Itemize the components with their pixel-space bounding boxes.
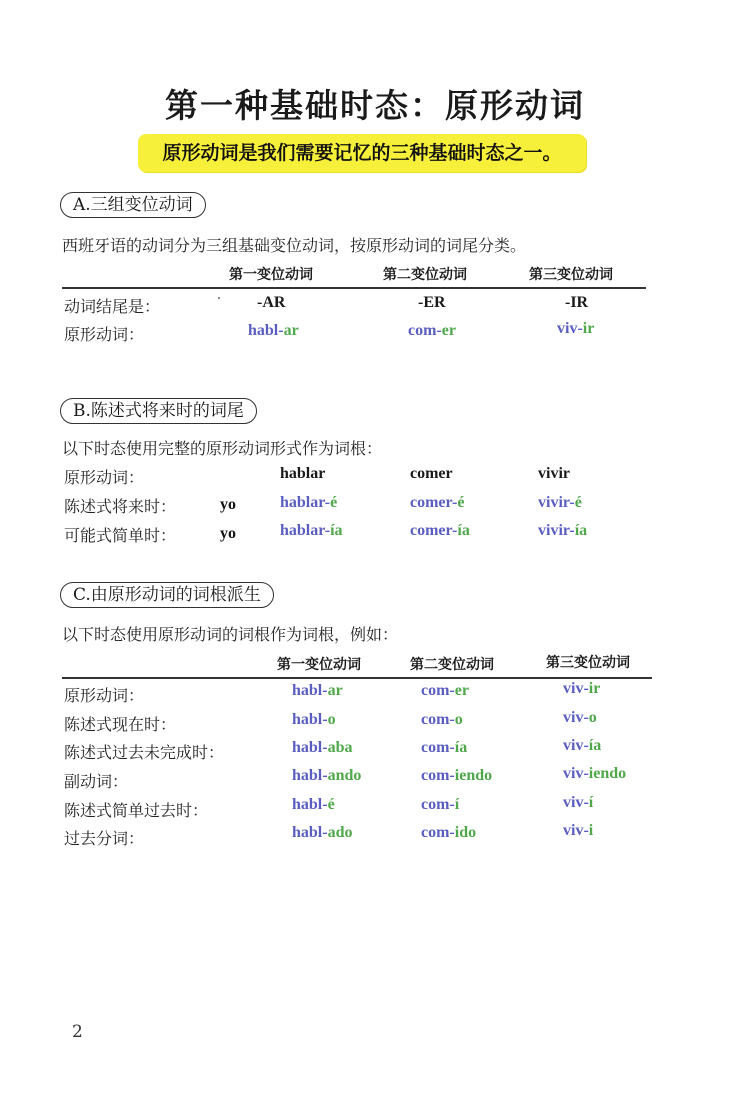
section-b-row2-cell1: hablar-é bbox=[280, 494, 338, 511]
section-c-row6-cell2: com-ido bbox=[421, 824, 477, 841]
section-c-row6-label: 过去分词： bbox=[64, 829, 145, 848]
section-a-intro: 西班牙语的动词分为三组基础变位动词，按原形动词的词尾分类。 bbox=[62, 236, 527, 255]
section-b-row2-cell2: comer-é bbox=[410, 494, 465, 511]
section-b-row1-cell2: comer bbox=[410, 465, 453, 482]
section-c-row2-label: 陈述式现在时： bbox=[64, 715, 177, 734]
page-number: 2 bbox=[72, 1022, 83, 1042]
section-c-row3-label: 陈述式过去未完成时： bbox=[64, 743, 225, 762]
section-a-header-3: 第三变位动词 bbox=[529, 267, 613, 283]
section-a-verb-1: habl-ar bbox=[248, 322, 299, 339]
section-c-row1-label: 原形动词： bbox=[64, 686, 145, 705]
section-c-row6-cell1: habl-ado bbox=[292, 824, 353, 841]
section-c-row1-cell1: habl-ar bbox=[292, 682, 343, 699]
section-c-intro: 以下时态使用原形动词的词根作为词根，例如： bbox=[62, 625, 399, 644]
section-a-row1-label: 动词结尾是： bbox=[64, 297, 161, 316]
section-c-row4-cell3: viv-iendo bbox=[563, 765, 627, 782]
section-c-row6-cell3: viv-i bbox=[563, 822, 594, 839]
section-a-header-2: 第二变位动词 bbox=[383, 267, 467, 283]
section-c-header-2: 第二变位动词 bbox=[410, 657, 494, 673]
section-c-row5-cell2: com-í bbox=[421, 796, 460, 813]
section-b-row1-cell1: hablar bbox=[280, 465, 326, 482]
section-b-row2-subject: yo bbox=[220, 496, 236, 513]
section-b-row2-label: 陈述式将来时： bbox=[64, 497, 177, 516]
section-c-row2-cell3: viv-o bbox=[563, 709, 597, 726]
section-b-row3-cell1: hablar-ía bbox=[280, 522, 343, 539]
section-a-ending-ir: -IR bbox=[565, 294, 589, 311]
section-a-header-1: 第一变位动词 bbox=[229, 267, 313, 283]
section-c-row4-label: 副动词： bbox=[64, 772, 129, 791]
section-a-verb-3: viv-ir bbox=[557, 320, 595, 337]
section-b-row3-cell2: comer-ía bbox=[410, 522, 470, 539]
section-c-row5-label: 陈述式简单过去时： bbox=[64, 801, 209, 820]
section-b-row1-cell3: vivir bbox=[538, 465, 570, 482]
section-c-header-3: 第三变位动词 bbox=[546, 655, 630, 671]
section-c-row4-cell1: habl-ando bbox=[292, 767, 362, 784]
section-b-row3-label: 可能式简单时： bbox=[64, 526, 177, 545]
section-b-row2-cell3: vivir-é bbox=[538, 494, 582, 511]
section-b-intro: 以下时态使用完整的原形动词形式作为词根： bbox=[62, 439, 383, 458]
section-c-rule bbox=[62, 677, 652, 679]
section-c-row3-cell3: viv-ía bbox=[563, 737, 602, 754]
section-a-verb-2: com-er bbox=[408, 322, 456, 339]
section-b-label: B.陈述式将来时的词尾 bbox=[60, 398, 257, 424]
section-a-label: A.三组变位动词 bbox=[60, 192, 206, 218]
section-a-ending-er: -ER bbox=[418, 294, 446, 311]
section-c-label: C.由原形动词的词根派生 bbox=[60, 582, 274, 608]
section-c-row4-cell2: com-iendo bbox=[421, 767, 493, 784]
page-title: 第一种基础时态：原形动词 bbox=[165, 86, 585, 125]
section-a-row2-label: 原形动词： bbox=[64, 325, 145, 344]
section-c-row2-cell1: habl-o bbox=[292, 711, 336, 728]
section-a-rule bbox=[62, 287, 646, 289]
section-c-row1-cell2: com-er bbox=[421, 682, 469, 699]
section-a-ending-ar: -AR bbox=[257, 294, 286, 311]
section-c-row5-cell3: viv-í bbox=[563, 794, 594, 811]
stray-dot bbox=[218, 297, 220, 299]
section-c-row3-cell2: com-ía bbox=[421, 739, 468, 756]
highlight-text: 原形动词是我们需要记忆的三种基础时态之一。 bbox=[162, 142, 562, 164]
section-c-row2-cell2: com-o bbox=[421, 711, 463, 728]
section-b-row1-label: 原形动词： bbox=[64, 468, 145, 487]
section-c-header-1: 第一变位动词 bbox=[277, 657, 361, 673]
section-c-row3-cell1: habl-aba bbox=[292, 739, 353, 756]
highlight-box bbox=[138, 134, 586, 172]
section-b-row3-cell3: vivir-ía bbox=[538, 522, 588, 539]
section-b-row3-subject: yo bbox=[220, 525, 236, 542]
section-c-row1-cell3: viv-ir bbox=[563, 680, 601, 697]
section-c-row5-cell1: habl-é bbox=[292, 796, 335, 813]
